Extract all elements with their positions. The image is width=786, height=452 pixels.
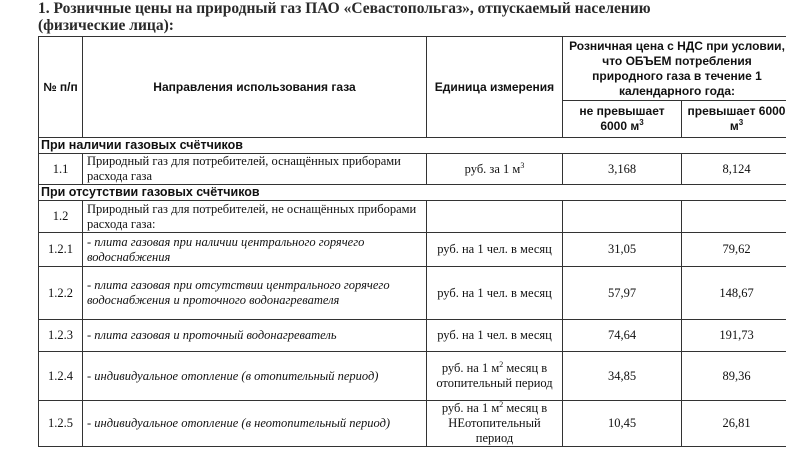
row-value-exceed: 26,81 [682,401,786,447]
table-row [39,233,786,267]
row-desc: - плита газовая и проточный водонагреватель [83,320,427,352]
row-value-not-exceed: 57,97 [563,267,682,320]
row-value-not-exceed: 10,45 [563,401,682,447]
header-unit: Единица измерения [427,37,563,138]
row-value-not-exceed: 3,168 [563,154,682,185]
row-desc: - индивидуальное отопление (в неотопительный период) [83,401,427,447]
row-value-not-exceed: 74,64 [563,320,682,352]
section-with-meters: При наличии газовых счётчиков [39,138,786,154]
row-unit: руб. на 1 чел. в месяц [427,267,563,320]
row-desc: - плита газовая при наличии центрального горячего водоснабжения [83,233,427,267]
row-num: 1.2.5 [39,401,83,447]
row-unit [427,201,563,233]
row-desc: - плита газовая при отсутствии центрального горячего водоснабжения и проточного водонагревателя [83,267,427,320]
row-unit: руб. на 1 $м^2$ месяц в отопительный период [427,352,563,401]
price-table [38,36,786,447]
table-row [39,401,786,447]
header-row [39,37,786,101]
row-value-not-exceed: 31,05 [563,233,682,267]
row-num: 1.2.1 [39,233,83,267]
row-value-exceed: 89,36 [682,352,786,401]
row-unit: руб. на 1 $м^2$ месяц в НЕотопительный период [427,401,563,447]
row-desc: Природный газ для потребителей, не оснащённых приборами расхода газа: [83,201,427,233]
row-unit: руб. на 1 чел. в месяц [427,320,563,352]
table-row [39,201,786,233]
document-title [38,0,778,34]
section-row [39,138,786,154]
row-num: 1.2.3 [39,320,83,352]
section-without-meters: При отсутствии газовых счётчиков [39,185,786,201]
row-num: 1.1 [39,154,83,185]
row-unit: руб. за 1 $м^3$ [427,154,563,185]
title-line-1: 1. Розничные цены на природный газ ПАО «Севастопольгаз», отпускаемый населению [38,0,651,17]
row-value-exceed: 148,67 [682,267,786,320]
header-price-group: Розничная цена с НДС при условии, что ОБЪЕМ потребления природного газа в течение 1 календарного года: [563,37,786,101]
row-unit: руб. на 1 чел. в месяц [427,233,563,267]
table-row [39,267,786,320]
row-num: 1.2 [39,201,83,233]
table-row [39,154,786,185]
header-exceed: превышает 6000 $м^3$ [682,101,786,138]
header-direction: Направления использования газа [83,37,427,138]
row-num: 1.2.2 [39,267,83,320]
table-row [39,320,786,352]
row-num: 1.2.4 [39,352,83,401]
row-value-exceed: 79,62 [682,233,786,267]
header-num: № п/п [39,37,83,138]
table-row [39,352,786,401]
section-row [39,185,786,201]
row-desc: Природный газ для потребителей, оснащённых приборами расхода газа [83,154,427,185]
header-not-exceed: не превышает 6000 $м^3$ [563,101,682,138]
title-line-2: (физические лица): [38,17,174,34]
row-value-not-exceed [563,201,682,233]
row-value-exceed: 191,73 [682,320,786,352]
row-value-exceed: 8,124 [682,154,786,185]
row-value-exceed [682,201,786,233]
row-value-not-exceed: 34,85 [563,352,682,401]
row-desc: - индивидуальное отопление (в отопительный период) [83,352,427,401]
